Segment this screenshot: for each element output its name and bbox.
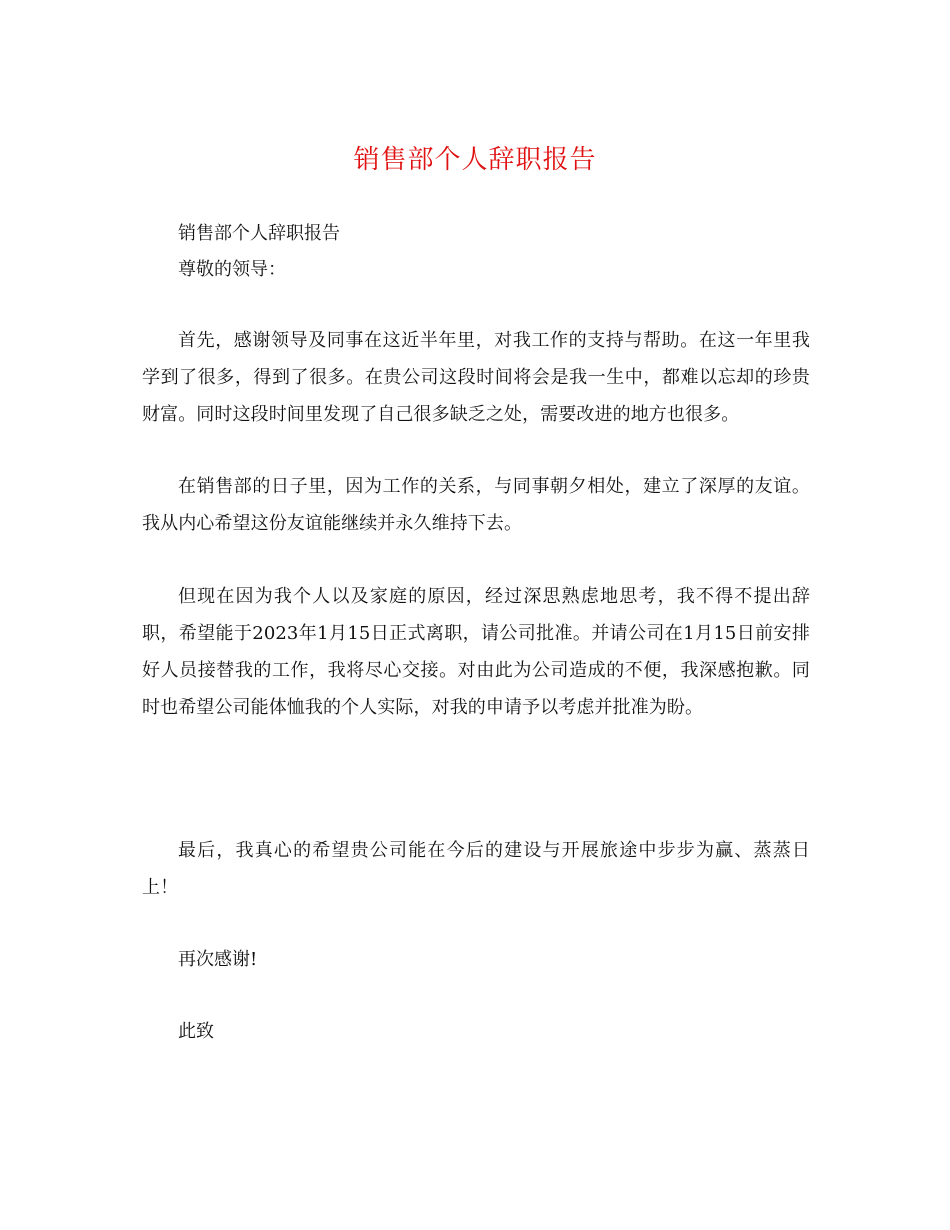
closing-line: 此致 bbox=[178, 1021, 214, 1042]
thanks-line: 再次感谢! bbox=[178, 949, 258, 970]
salutation: 尊敬的领导： bbox=[178, 259, 286, 280]
page-title: 销售部个人辞职报告 bbox=[353, 145, 597, 175]
paragraph-2: 在销售部的日子里，因为工作的关系，与同事朝夕相处，建立了深厚的友谊。我从内心希望这份友谊能继续并永久维持下去。 bbox=[142, 476, 810, 534]
document-subtitle: 销售部个人辞职报告 bbox=[178, 223, 340, 244]
paragraph-3: 但现在因为我个人以及家庭的原因，经过深思熟虑地思考，我不得不提出辞职，希望能于2023年1月15日正式离职，请公司批准。并请公司在1月15日前安排好人员接替我的工作，我将尽心交接。对由此为公司造成的不便，我深感抱歉。同时也希望公司能体恤我的个人实际，对我的申请予以考虑并批准为盼。 bbox=[142, 586, 810, 718]
paragraph-1: 首先，感谢领导及同事在这近半年里，对我工作的支持与帮助。在这一年里我学到了很多，得到了很多。在贵公司这段时间将会是我一生中，都难以忘却的珍贵财富。同时这段时间里发现了自己很多缺乏之处，需要改进的地方也很多。 bbox=[142, 330, 810, 425]
paragraph-4: 最后，我真心的希望贵公司能在今后的建设与开展旅途中步步为赢、蒸蒸日上！ bbox=[142, 840, 810, 898]
